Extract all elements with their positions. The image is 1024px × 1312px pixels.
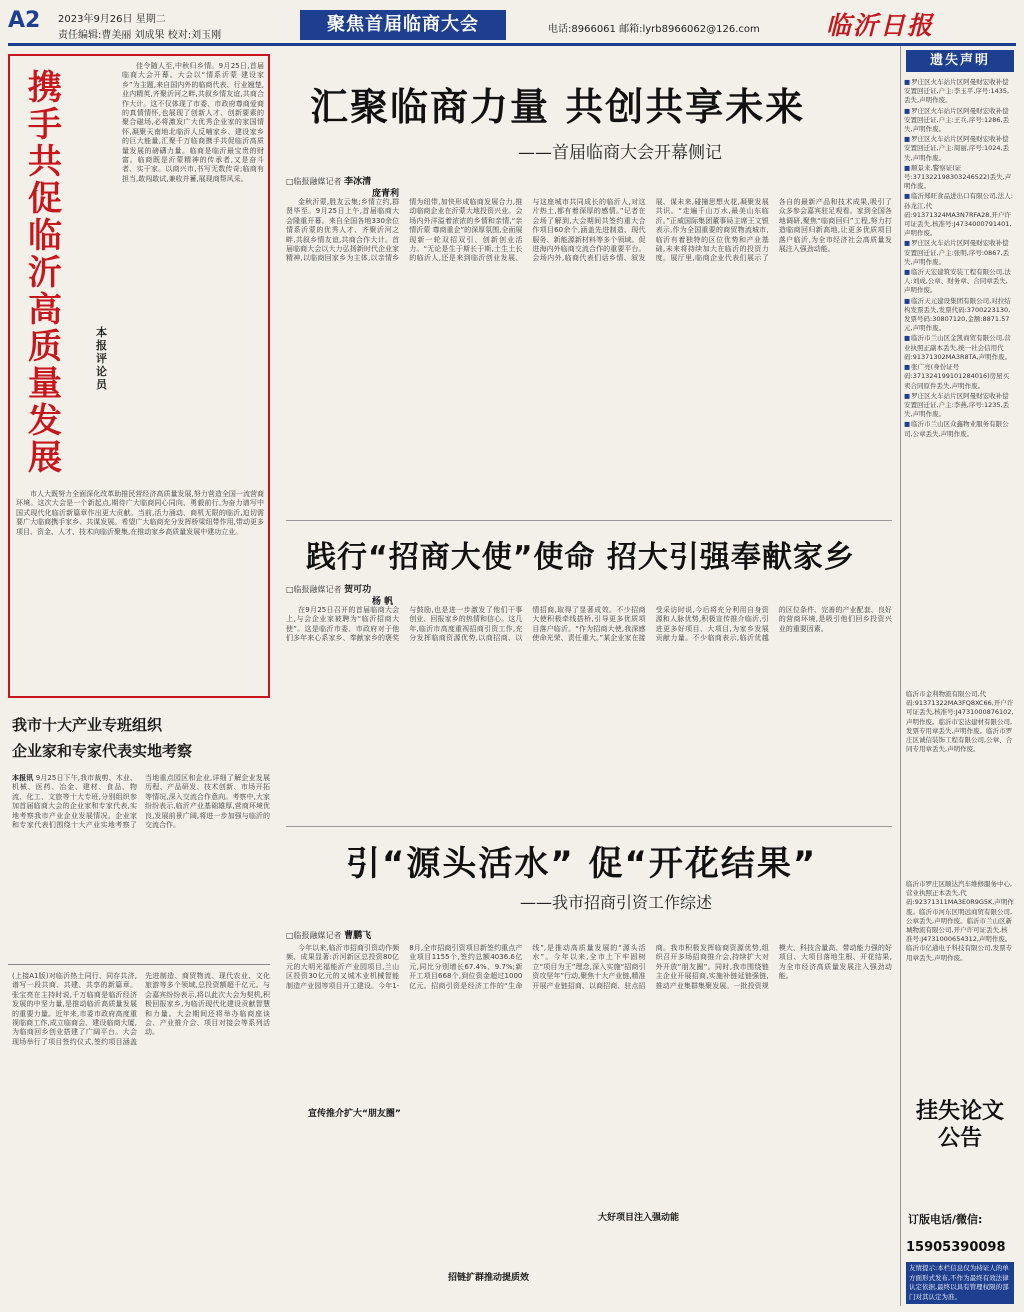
notice-list — [904, 78, 1014, 682]
page-number: A2 — [8, 8, 41, 33]
left-story-text: 9月25日下午,我市裁剪、木业、机械、医药、冶金、建材、食品、物流、化工、文旅等十大专班,分别组织参加首届临商大会的企业家和专家代表,实地考察我市产业企业发展情况。企业家和专家代表们围绕十大产业实地考察了当地重点园区和企业,详细了解企业发展历程、产品研发、技术创新、市场开拓等情况,深入交流合作意向。考察中,大家纷纷表示,临沂产业基础雄厚,营商环境优良,发展前景广阔,将进一步加强与临沂的交流合作。 — [12, 774, 270, 830]
section-rule — [286, 826, 892, 827]
byline-label: □临报融媒记者 — [286, 585, 342, 594]
article-3-byline — [286, 930, 371, 942]
notice-item: ■ 临沂市兰山区金凯商贸有限公司,营业执照正副本丢失,统一社会信用代码:91371302MA3R8TA,声明作废。 — [904, 334, 1014, 362]
contact-info: 电话:8966061 邮箱:lyrb8966062@126.com — [548, 24, 760, 35]
article-1-byline — [286, 176, 399, 200]
notice-item: ■ 罗庄区火车站片区阿曼财宏收补偿安置回迁证,户主:王兵,序号:1286,丢失,声明作废。 — [904, 107, 1014, 135]
left-story-title-line2: 企业家和专家代表实地考察 — [12, 742, 193, 760]
article-2-headline: 践行“招商大使”使命 招大引强奉献家乡 — [306, 540, 855, 575]
article-1-body: 金秋沂蒙,胜友云集;乡情立约,群贤毕至。9月25日上午,首届临商大会隆重开幕。来自全国各地330余位情系沂蒙的优秀人才、齐聚沂河之畔,共叙乡情友谊,共商合作大计。首届临商大会以大力弘扬新时代企业家精神,以临商回家乡为主体,以亲情乡情为纽带,加快形成临商发展合力,推动临商企业在沂蒙大地投资兴业。会场内外洋溢着浓浓的乡情和亲情,“亲情沂蒙 尊商重企”的深厚氛围,全面展现新一轮双招双引、创新创业活力。“无论是生于斯长于斯,土生土长的临沂人,还是来到临沂创业发展、与这座城市共同成长的临沂人,对这片热土,都有着深厚的感情。”记者在会场了解到,大会期间共签约重大合作项目60余个,涵盖先进制造、现代服务、新能源新材料等多个领域。促进海内外临商交流合作的重要平台。会场内外,临商代表们话乡情、叙发展、谋未来,碰撞思想火花,凝聚发展共识。“走遍千山万水,最美山东临沂。”正威国际集团董事局主席王文银表示,作为全国重要的商贸物流城市,临沂有着独特的区位优势和产业基础,未来将持续加大在临沂的投资力度。展厅里,临商企业代表们展示了各自的最新产品和技术成果,吸引了众多参会嘉宾驻足观看。家到全国各地调研,聚焦“临商回归”工程,努力打造临商回归新高地,让更多优质项目落户临沂,为全市经济社会高质量发展注入强劲动能。 — [286, 198, 892, 263]
left-divider — [8, 964, 270, 965]
article-2-body: 在9月25日召开的首届临商大会上,与会企业家被聘为“临沂招商大使”。这是临沂市委、市政府对于他们多年来心系家乡、奉献家乡的褒奖与鼓励,也是进一步激发了他们干事创业、回报家乡的热情和信心。这几年,临沂市高度重视招商引资工作,充分发挥临商资源优势,以商招商、以情招商,取得了显著成效。不少招商大使积极牵线搭桥,引导更多优质项目落户临沂。“作为招商大使,我深感使命光荣、责任重大。”某企业家在接受采访时说,今后将充分利用自身资源和人脉优势,积极宣传推介临沂,引进更多好项目、大项目,为家乡发展贡献力量。不少临商表示,临沂优越的区位条件、完善的产业配套、良好的营商环境,是吸引他们回乡投资兴业的重要因素。 — [286, 606, 892, 643]
issue-date: 2023年9月26日 星期二 — [58, 14, 166, 25]
notice-item: ■ 临沂天元建设集团有限公司,对拉结构发票丢失,发票代码:3700223130,发票号码:30807120,金额:8871.57元,声明作废。 — [904, 297, 1014, 334]
editorial-body-bottom: 市人大既努力全面深化改革助推民营经济高质量发展,努力营造全国一流营商环境。这次大会是一个新起点,期待广大临商同心同向、勇毅前行,为奋力谱写中国式现代化临沂新篇章作出更大贡献。当前,活力涌动、商机无限的临沂,迫切需要广大临商携手家乡、共谋发展。希望广大临商充分发挥桥梁纽带作用,带动更多项目、资金、人才、技术向临沂聚集,在推动家乡高质量发展中建功立业。 — [16, 490, 264, 536]
notice-item: ■ 张广亮(身份证号码:371324199101284016)房屋买卖合同原件丢失,声明作废。 — [904, 363, 1014, 391]
editorial-body-top: 佳令随人至,中秋归乡情。9月25日,首届临商大会开幕。大会以“情系沂蒙 建设家乡”为主题,来自国内外的临商代表、行业翘楚,业内精英,齐聚沂河之畔,共叙乡情友谊,共商合作大计。这不仅体现了市委、市政府尊商爱商的真情情怀,也展现了创新人才、创新要素的聚合磁场,必将激发广大优秀企业家的家国情怀,凝聚天南地北临沂人反哺家乡、建设家乡的巨大能量,汇聚千万临商携手共促临沂高质量发展的磅礴力量。临商是临沂最宝贵的财富。临商既是沂蒙精神的传承者,又是奋斗者、实干家。以商兴市,书写无数传奇;临商有担当,敢闯敢试,兼收并蓄,展现商帮风采。 — [122, 62, 264, 183]
byline-label: □临报融媒记者 — [286, 177, 342, 186]
byline-label: □临报融媒记者 — [286, 931, 342, 940]
left-story-title-line1: 我市十大产业专班组织 — [12, 716, 163, 734]
notice-item: ■ 罗庄区火车站片区阿曼财宏收补偿安置回迁证,户主:李燕,序号:1235,丢失,声明作废。 — [904, 392, 1014, 420]
section-rule — [286, 520, 892, 521]
section-banner: 聚焦首届临商大会 — [300, 10, 506, 40]
classified-ad: 临沂市罗庄区顺达汽车维修服务中心,营业执照正本丢失,代码:92371311MA3E0R9G5K,声明作废。临沂市河东区明远商贸有限公司,公章丢失,声明作废。临沂市兰山区新城物流有限公司,开户许可证丢失,核准号:J4731000654312,声明作废。临沂市亿通电子科技有限公司,发票专用章丢失,声明作废。 — [906, 880, 1014, 962]
article-2-byline — [286, 584, 393, 608]
article-3-subtitle: 宣传推介扩大“朋友圈” — [306, 1106, 403, 1119]
newspaper-logo: 临沂日报 — [826, 11, 935, 40]
editor-credits: 责任编辑:曹美丽 刘成果 校对:刘玉刚 — [58, 30, 222, 41]
editorial-byline: 本报评论员 — [96, 326, 107, 391]
author-name: 杨 帆 — [372, 597, 394, 607]
article-1-headline: 汇聚临商力量 共创共享未来 — [310, 85, 806, 129]
author-name: 曹鹏飞 — [344, 931, 372, 941]
author-name: 李冰清 — [344, 177, 372, 187]
notice-item: ■ 罗庄区火车站片区阿曼财宏收补偿安置回迁证,户主:张明,序号:0867,丢失,声明作废。 — [904, 239, 1014, 267]
article-3-subhead: ——我市招商引资工作综述 — [520, 893, 713, 912]
editorial-title: 携手共促临沂高质量发展 — [28, 68, 62, 478]
notice-item: ■ 罗庄区火车站片区阿曼财宏收补偿安置回迁证,户主:周丽,序号:1024,丢失,声明作废。 — [904, 135, 1014, 163]
article-3-subtitle: 大好项目注入强动能 — [596, 1210, 681, 1223]
author-name: 贺可功 — [344, 585, 372, 595]
notice-item: ■ 临沂市兰山区众鑫物业服务有限公司,公章丢失,声明作废。 — [904, 420, 1014, 438]
notice-item: ■ 临沂天宏建筑安装工程有限公司,法人:刘成,公章、财务章、合同章丢失,声明作废。 — [904, 268, 1014, 296]
left-lower-story: (上接A1版)对临沂热土同行、同存共济,谱写一段共商、共建、共享的新篇章。张宝亮在主持时说,千万临商是临沂经济发展的中坚力量,是推动临沂高质量发展的重要力量。近年来,市委市政府高度重视临商工作,成立临商会、建设临商大厦,为临商回乡创业搭建了广阔平台。大会现场举行了项目签约仪式,签约项目涵盖先进制造、商贸物流、现代农业、文化旅游等多个领域,总投资额超千亿元。与会嘉宾纷纷表示,将以此次大会为契机,积极回报家乡,为临沂现代化建设贡献智慧和力量。大会期间还将举办临商座谈会、产业推介会、项目对接会等系列活动。 — [12, 972, 270, 1046]
notice-item: ■ 顺景来,警察证(证号:371322198303246522)丢失,声明作废。 — [904, 164, 1014, 192]
editorial-box — [8, 54, 270, 698]
notice-header: 遗失声明 — [906, 50, 1014, 72]
left-story-body — [12, 774, 270, 960]
notice-item: ■ 临沂郑旺食品进出口有限公司,法人:孙龙江,代码:91371324MA3N7RFA28,开户许可证丢失,核准号:J4734000791401,声明作废。 — [904, 192, 1014, 238]
masthead — [8, 6, 1016, 46]
ad-contact-label: 订版电话/微信: — [908, 1213, 983, 1226]
article-3-subtitle: 招链扩群推动提质效 — [446, 1270, 531, 1283]
ad-headline: 挂失论文公告 — [915, 1099, 1004, 1151]
article-3-headline: 引“源头活水” 促“开花结果” — [346, 844, 818, 884]
notice-item: ■ 罗庄区火车站片区阿曼财宏收补偿安置回迁证,户主:李玉平,序号:1435,丢失,声明作废。 — [904, 78, 1014, 106]
left-story-lead: 本报讯 — [12, 774, 34, 782]
ad-disclaimer: 友情提示:本栏信息仅为持证人的单方面形式发布,不作为最终有效法律认定依据,最终以具有管理权限的部门对其认定为准。 — [906, 1262, 1014, 1304]
article-1-subhead: ——首届临商大会开幕侧记 — [518, 143, 722, 163]
author-name: 庞青利 — [372, 189, 400, 199]
classified-ad: 临沂市金利物流有限公司,代码:91371322MA3FQ8XC66,开户许可证丢失,核准号:J4731000876102,声明作废。临沂市宏达建材有限公司,发票专用章丢失,声明作废。临沂市罗庄区诚信装饰工程有限公司,公章、合同专用章丢失,声明作废。 — [906, 690, 1014, 754]
ad-phone: 15905390098 — [906, 1240, 1006, 1255]
article-3-body: 今年以来,临沂市招商引资动作频频、成果显著:沂河新区总投资80亿元的大明光福能沂产业园项目,兰山区投资30亿元的又城木业机械智能制造产业园等项目开工建设。今年1-8月,全市招商引资项目新签约重点产业项目1155个,签约总额4036.6亿元,同比分别增长67.4%、9.7%;新开工项目668个,到位资金超过1000亿元。招商引资是经济工作的“生命线”,是推动高质量发展的“源头活水”。今年以来,全市上下牢固树立“项目为王”理念,深入实施“招商引资攻坚年”行动,聚焦十大产业链,精准开展产业链招商、以商招商、驻点招商。我市积极发挥临商资源优势,组织召开多场招商推介会,持续扩大对外开放“朋友圈”。同时,我市围绕链主企业开展招商,实施补链延链强链,推动产业集群集聚发展。一批投资规模大、科技含量高、带动能力强的好项目、大项目落地生根、开花结果,为全市经济高质量发展注入强劲动能。 — [286, 944, 892, 990]
